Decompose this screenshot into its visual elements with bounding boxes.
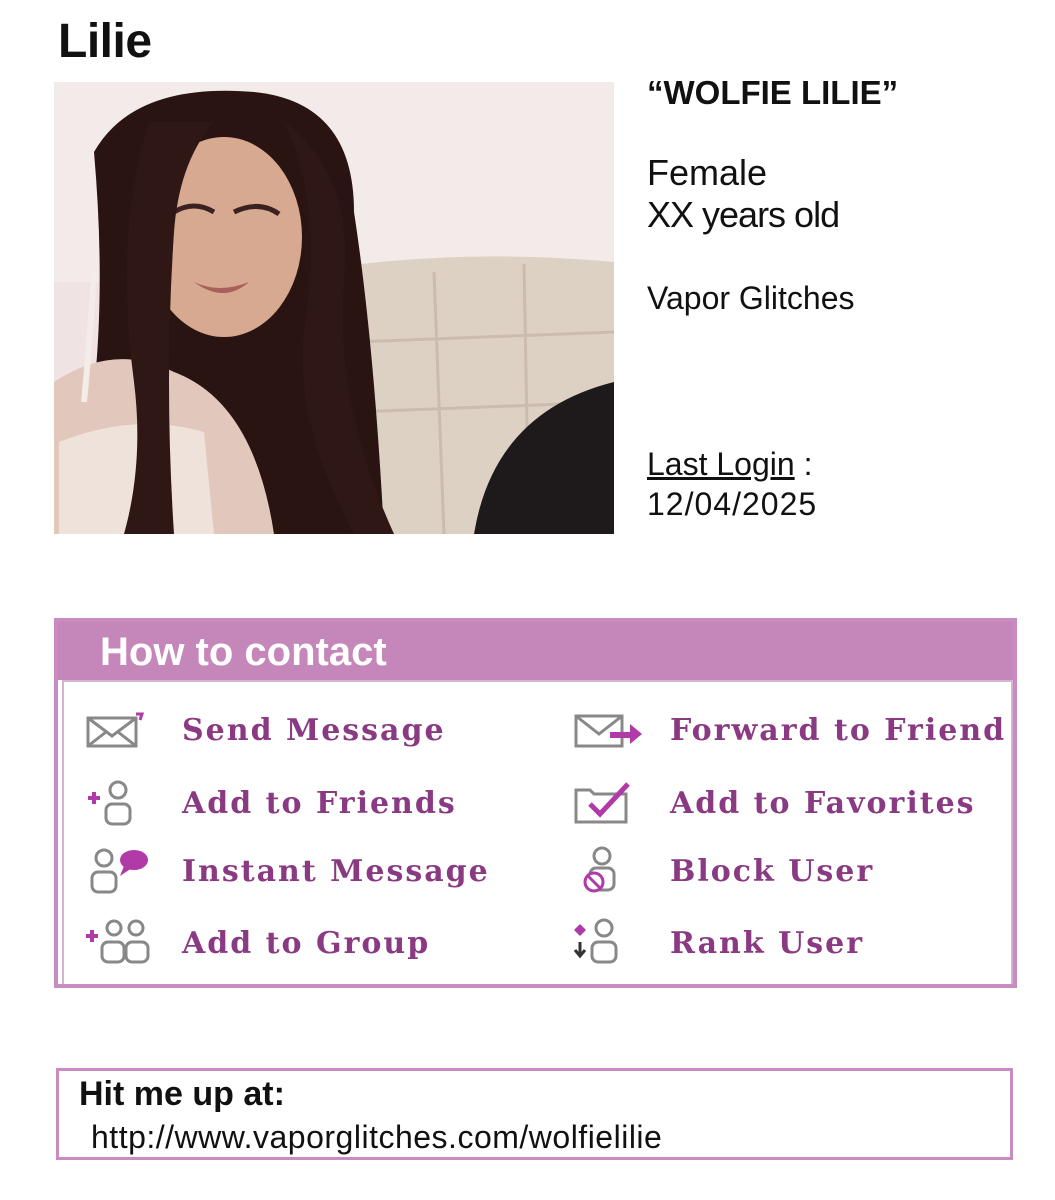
rank-user-label: Rank User: [670, 925, 865, 961]
profile-photo: [54, 82, 614, 534]
block-user-icon: [572, 846, 644, 896]
add-to-group-button[interactable]: [84, 918, 430, 968]
hit-me-up-title: Hit me up at:: [79, 1075, 285, 1113]
add-to-friends-label: Add to Friends: [182, 785, 457, 821]
favorites-check-icon: [572, 778, 644, 828]
hit-me-up-box: [56, 1068, 1013, 1160]
send-message-button[interactable]: [84, 705, 446, 755]
last-login: [647, 444, 817, 524]
block-user-label: Block User: [670, 853, 875, 889]
profile-nickname: “WOLFIE LILIE”: [647, 74, 899, 111]
rank-user-button[interactable]: [572, 918, 864, 968]
last-login-separator: :: [794, 446, 813, 482]
forward-to-friend-label: Forward to Friend: [670, 712, 1007, 748]
add-to-friends-button[interactable]: [84, 778, 457, 828]
profile-age: XX years old: [647, 194, 840, 235]
instant-message-button[interactable]: [84, 846, 490, 896]
rank-user-icon: [572, 918, 644, 968]
contact-panel: [54, 618, 1017, 988]
forward-envelope-icon: [572, 705, 644, 755]
add-to-favorites-label: Add to Favorites: [670, 785, 976, 821]
instant-message-icon: [84, 846, 156, 896]
instant-message-label: Instant Message: [182, 853, 490, 889]
add-to-favorites-button[interactable]: [572, 778, 976, 828]
add-friend-icon: [84, 778, 156, 828]
add-to-group-label: Add to Group: [182, 925, 431, 961]
contact-actions: [62, 680, 1013, 984]
profile-group: Vapor Glitches: [647, 280, 855, 316]
envelope-icon: [84, 705, 156, 755]
forward-to-friend-button[interactable]: [572, 705, 1006, 755]
contact-panel-title: How to contact: [58, 622, 1013, 680]
block-user-button[interactable]: [572, 846, 874, 896]
send-message-label: Send Message: [182, 712, 446, 748]
last-login-link[interactable]: Last Login: [647, 446, 795, 482]
profile-url-link[interactable]: http://www.vaporglitches.com/wolfielilie: [91, 1119, 663, 1155]
profile-gender: Female: [647, 152, 768, 193]
add-group-icon: [84, 918, 156, 968]
profile-name: Lilie: [58, 15, 152, 68]
last-login-date: 12/04/2025: [647, 486, 818, 522]
